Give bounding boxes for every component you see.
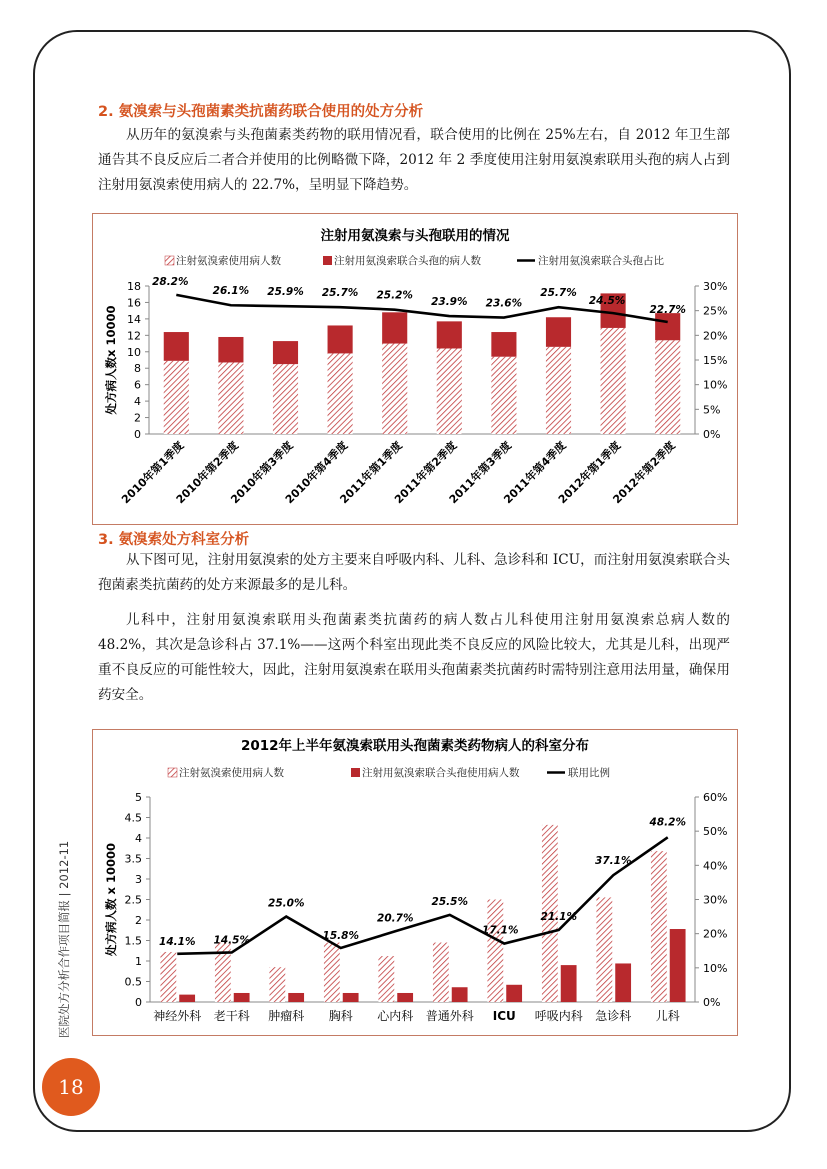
y2-tick-label: 30% [703,280,728,293]
side-label-text: 医院处方分析合作项目简报 | 2012-11 [57,840,71,1038]
data-label: 21.1% [540,910,577,923]
bar-total-patients [596,897,612,1002]
chart-title: 注射用氨溴索与头孢联用的情况 [320,228,510,244]
section-3-paragraph-1: 从下图可见，注射用氨溴索的处方主要来自呼吸内科、儿科、急诊科和 ICU，而注射用氨溴索联合头孢菌素类抗菌药的处方来源最多的是儿科。 [98,552,730,593]
y-tick-label: 0 [134,428,141,441]
x-tick-label: 2010年第2季度 [173,438,242,507]
x-tick-label: 老干科 [213,1009,250,1023]
y-tick-label: 12 [127,329,141,343]
section-2-heading: 2. 氨溴索与头孢菌素类抗菌药联合使用的处方分析 [98,104,424,120]
chart-1-box [92,213,738,525]
bar-total-patients [437,348,462,434]
bar-total-patients [433,943,449,1002]
y-axis-label: 处方病人数 x 10000 [104,843,118,956]
data-label: 25.0% [268,897,305,910]
x-tick-label: 2010年第3季度 [228,438,296,507]
y-tick-label: 4 [134,395,141,409]
y2-tick-label: 0% [703,996,721,1009]
x-tick-label: 胸科 [328,1009,353,1023]
section-3-paragraph-2: 儿科中，注射用氨溴索联用头孢菌素类抗菌药的病人数占儿科使用注射用氨溴索总病人数的 48.2%，其次是急诊科占 37.1%——这两个科室出现此类不良反应的风险比较大，尤其是儿科，出现严重不良反应的可能性较大，因此，注射用氨溴索在联用头孢菌素类抗菌药时需特别注意用法用量，确保用药安全。 [98,612,730,703]
y2-tick-label: 15% [703,354,728,367]
x-tick-label: 急诊科 [595,1009,632,1023]
bar-total-patients [546,347,571,434]
y-tick-label: 4.5 [124,811,142,825]
bar-combined-patients [615,963,631,1002]
bar-combined-patients [328,325,353,353]
bar-total-patients [324,943,340,1002]
chart-1 [93,214,737,524]
legend-label: 注射用氨溴索联合头孢使用病人数 [362,767,520,779]
legend-label: 注射用氨溴索联合头孢的病人数 [334,255,481,267]
y2-tick-label: 20% [703,329,728,343]
y2-tick-label: 25% [703,304,728,318]
data-label: 15.8% [322,930,359,943]
bar-total-patients [382,344,407,434]
y-tick-label: 3 [135,873,142,886]
y-tick-label: 18 [127,280,141,293]
data-label: 23.6% [485,297,523,310]
y-tick-label: 1 [135,955,142,968]
bar-total-patients [655,340,680,434]
x-tick-label: 2010年第1季度 [119,438,187,507]
bar-combined-patients [437,321,462,348]
bar-combined-patients [234,993,250,1002]
chart-2-box [92,729,738,1036]
x-tick-label: 呼吸内科 [534,1009,583,1023]
y-tick-label: 2 [134,411,141,425]
bar-total-patients [269,967,285,1002]
data-label: 25.7% [321,287,359,300]
x-tick-label: 2010年第4季度 [282,438,351,507]
x-tick-label: 儿科 [655,1009,680,1023]
y-tick-label: 1.5 [124,934,142,948]
bar-total-patients [160,952,176,1002]
data-label: 48.2% [649,816,686,829]
bar-combined-patients [491,332,516,357]
data-label: 17.1% [482,924,519,937]
data-label: 25.7% [540,287,577,300]
y-tick-label: 5 [135,791,142,804]
legend-swatch-hatched [165,256,174,265]
bar-combined-patients [218,337,243,362]
chart-title: 2012年上半年氨溴索联用头孢菌素类药物病人的科室分布 [240,738,590,754]
y2-tick-label: 0% [703,428,721,441]
bar-combined-patients [506,985,522,1002]
data-label: 20.7% [377,912,414,925]
data-label: 37.1% [595,855,632,868]
bar-combined-patients [452,987,468,1002]
bar-total-patients [651,851,667,1002]
y2-tick-label: 40% [703,859,728,873]
data-label: 28.2% [152,275,189,288]
data-label: 24.5% [588,295,626,308]
legend-label: 注射氨溴索使用病人数 [179,767,284,779]
data-label: 14.5% [213,934,250,947]
y-tick-label: 0.5 [124,975,142,989]
data-label: 25.5% [431,895,468,908]
bar-combined-patients [655,313,680,340]
legend-label: 注射用氨溴索联合头孢占比 [538,255,664,267]
bar-combined-patients [561,965,577,1002]
bar-total-patients [164,361,189,434]
bar-total-patients [273,364,298,434]
page-number: 18 [42,1058,100,1116]
y2-tick-label: 50% [703,825,728,839]
bar-total-patients [487,900,503,1003]
legend-swatch-solid [323,256,332,265]
bar-total-patients [601,328,626,434]
bar-combined-patients [273,341,298,364]
x-tick-label: 普通外科 [425,1009,474,1023]
y2-tick-label: 30% [703,893,728,907]
chart-2 [93,730,737,1035]
legend-label: 联用比例 [568,767,610,779]
bar-combined-patients [343,993,359,1002]
y-tick-label: 2 [135,914,142,927]
section-2-paragraph: 从历年的氨溴索与头孢菌素类药物的联用情况看，联合使用的比例在 25%左右，自 2012 年卫生部通告其不良反应后二者合并使用的比例略微下降，2012 年 2 季度使用注射用氨溴索联用头孢的病人占到注射用氨溴索使用病人的 22.7%，呈明显下降趋势。 [98,127,730,193]
y-tick-label: 0 [135,996,142,1009]
data-label: 25.9% [267,286,304,299]
bar-combined-patients [288,993,304,1002]
y-tick-label: 2.5 [124,893,142,907]
y-tick-label: 10 [127,345,141,359]
y-tick-label: 16 [127,296,141,310]
y2-tick-label: 10% [703,961,728,975]
bar-combined-patients [397,993,413,1002]
y2-tick-label: 10% [703,378,728,392]
x-tick-label: 2012年第2季度 [610,438,678,507]
x-tick-label: 2012年第1季度 [555,438,624,507]
x-tick-label: 2011年第2季度 [392,438,460,507]
bar-combined-patients [164,332,189,361]
bar-total-patients [328,353,353,434]
x-tick-label: ICU [492,1009,516,1023]
bar-combined-patients [179,995,195,1002]
y-tick-label: 3.5 [124,852,142,866]
data-label: 22.7% [649,304,686,317]
y-tick-label: 14 [127,312,141,326]
y2-tick-label: 5% [703,403,721,417]
data-label: 26.1% [212,285,250,298]
x-tick-label: 2011年第3季度 [446,438,515,507]
data-label: 14.1% [159,935,196,948]
legend-swatch-hatched [168,768,177,777]
y-tick-label: 6 [134,378,141,392]
side-label [56,798,72,1038]
y-tick-label: 8 [134,362,141,376]
data-label: 25.2% [376,289,413,302]
y2-tick-label: 20% [703,927,728,941]
x-tick-label: 2011年第4季度 [501,438,569,507]
bar-combined-patients [382,312,407,343]
bar-total-patients [378,956,394,1002]
y-axis-label: 处方病人数x 10000 [104,305,118,415]
y-tick-label: 4 [135,832,142,845]
x-tick-label: 心内科 [377,1009,414,1023]
bar-total-patients [491,357,516,434]
bar-combined-patients [546,317,571,347]
legend-swatch-solid [351,768,360,777]
section-3-heading: 3. 氨溴索处方科室分析 [98,532,250,548]
bar-combined-patients [670,929,686,1002]
legend-label: 注射氨溴索使用病人数 [176,255,281,267]
x-tick-label: 2011年第1季度 [337,438,405,507]
x-tick-label: 神经外科 [153,1009,202,1023]
x-tick-label: 肿瘤科 [268,1009,305,1023]
bar-total-patients [218,362,243,434]
data-label: 23.9% [431,296,468,309]
y2-tick-label: 60% [703,791,728,804]
